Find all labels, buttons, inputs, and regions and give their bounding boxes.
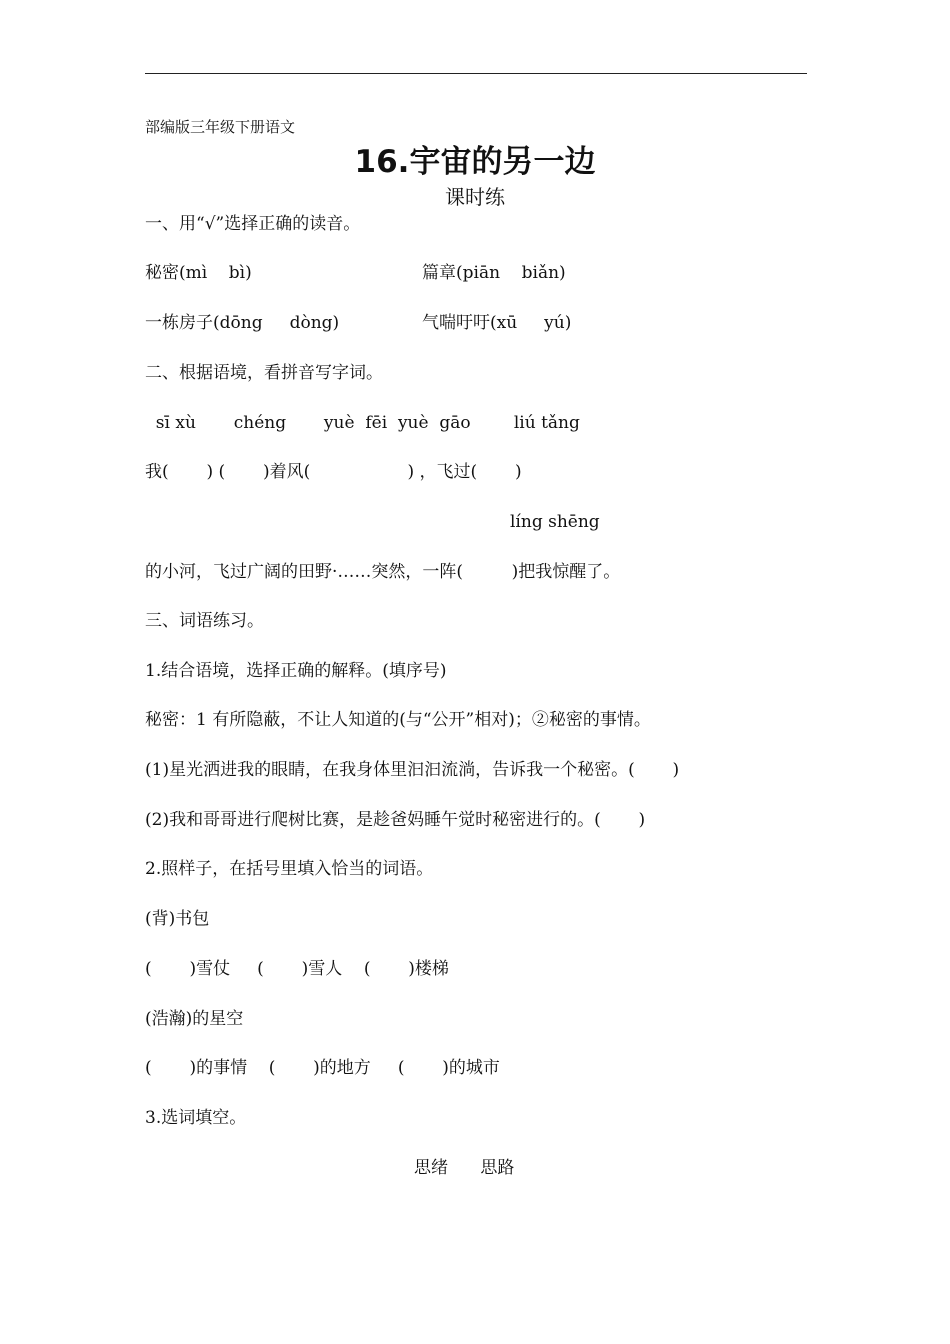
section1-heading: 一、用“√”选择正确的读音。 — [145, 214, 361, 234]
pinyin-line-2: líng shēng — [510, 512, 600, 532]
section1-item-mimi: 秘密(mì bì) — [145, 263, 252, 283]
question-1-b: (2)我和哥哥进行爬树比赛，是趁爸妈睡午觉时秘密进行的。( ) — [145, 810, 646, 830]
question-1: 1.结合语境，选择正确的解释。(填序号) — [145, 661, 447, 681]
question-1-a: (1)星光洒进我的眼睛，在我身体里汩汩流淌，告诉我一个秘密。( ) — [145, 760, 680, 780]
section1-item-dong: 一栋房子(dōng dòng) — [145, 313, 340, 333]
page-subtitle: 课时练 — [445, 185, 505, 209]
section1-item-xuxu: 气喘吁吁(xū yú) — [422, 313, 572, 333]
question-2: 2.照样子，在括号里填入恰当的词语。 — [145, 859, 434, 879]
example-1: (背)书包 — [145, 909, 210, 929]
section2-heading: 二、根据语境，看拼音写字词。 — [145, 363, 383, 383]
definition-mimi: 秘密：1 有所隐蔽，不让人知道的(与“公开”相对)；②秘密的事情。 — [145, 710, 651, 730]
question-3: 3.选词填空。 — [145, 1108, 247, 1128]
fill-sentence-2: 的小河，飞过广阔的田野·……突然，一阵( )把我惊醒了。 — [145, 562, 621, 582]
word-choices: 思绪 思路 — [414, 1158, 515, 1178]
fill-row-2: ( )的事情 ( )的地方 ( )的城市 — [145, 1058, 500, 1078]
pinyin-line-1: sī xù chéng yuè fēi yuè gāo liú tǎng — [145, 413, 580, 433]
fill-row-1: ( )雪仗 ( )雪人 ( )楼梯 — [145, 959, 449, 979]
example-2: (浩瀚)的星空 — [145, 1009, 244, 1029]
top-rule — [145, 73, 807, 74]
fill-sentence-1: 我( ) ( )着风( ) ，飞过( ) — [145, 462, 522, 482]
page-title: 16.宇宙的另一边 — [354, 144, 596, 180]
section3-heading: 三、词语练习。 — [145, 611, 264, 631]
course-header: 部编版三年级下册语文 — [145, 118, 296, 136]
section1-item-pianzhang: 篇章(piān biǎn) — [422, 263, 566, 283]
